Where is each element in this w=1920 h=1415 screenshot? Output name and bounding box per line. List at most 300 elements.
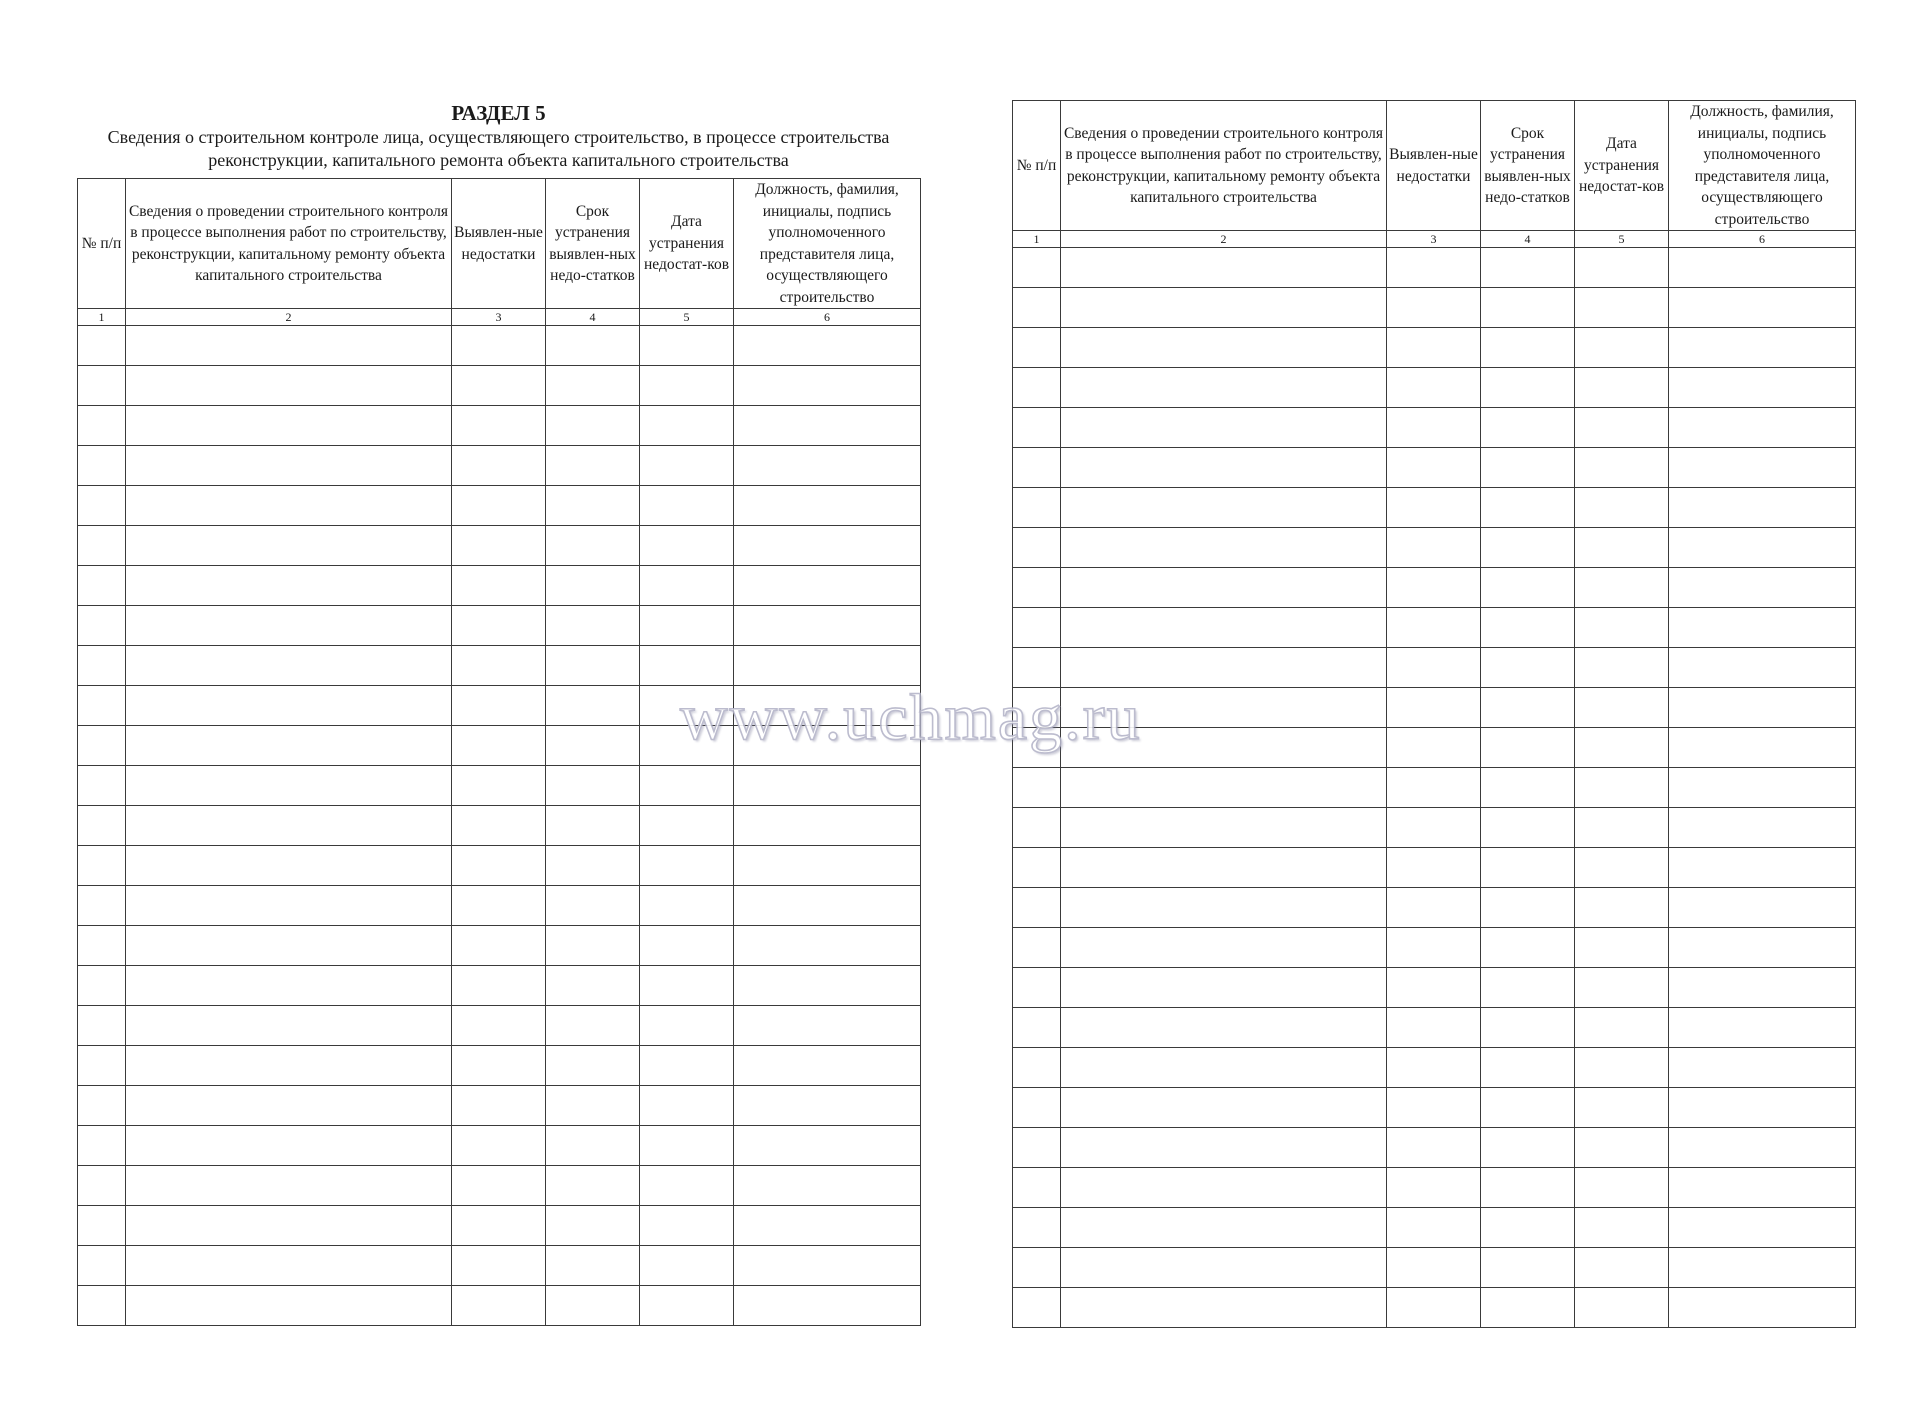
table-cell bbox=[78, 1166, 126, 1206]
table-cell bbox=[78, 806, 126, 846]
table-cell bbox=[1013, 368, 1061, 408]
table-cell bbox=[734, 806, 921, 846]
table-cell bbox=[546, 886, 640, 926]
table-row bbox=[1013, 368, 1856, 408]
table-cell bbox=[1669, 1168, 1856, 1208]
table-cell bbox=[1481, 1088, 1575, 1128]
table-cell bbox=[1575, 1128, 1669, 1168]
table-cell bbox=[126, 566, 452, 606]
table-row bbox=[78, 926, 921, 966]
table-cell bbox=[78, 326, 126, 366]
column-number: 1 bbox=[1013, 231, 1061, 248]
table-cell bbox=[1669, 688, 1856, 728]
table-cell bbox=[126, 766, 452, 806]
table-cell bbox=[734, 526, 921, 566]
table-cell bbox=[1061, 448, 1387, 488]
table-cell bbox=[1481, 408, 1575, 448]
table-cell bbox=[126, 446, 452, 486]
section-title: РАЗДЕЛ 5 bbox=[451, 101, 546, 125]
table-cell bbox=[1061, 768, 1387, 808]
table-cell bbox=[734, 1126, 921, 1166]
table-cell bbox=[1481, 688, 1575, 728]
watermark: www.uchmag.ru bbox=[680, 681, 1142, 754]
table-cell bbox=[78, 1206, 126, 1246]
table-cell bbox=[1061, 1048, 1387, 1088]
table-cell bbox=[78, 1006, 126, 1046]
table-cell bbox=[1387, 448, 1481, 488]
table-cell bbox=[452, 1206, 546, 1246]
table-cell bbox=[1061, 648, 1387, 688]
header-deadline: Срок устранения выявлен-ных недо-статков bbox=[546, 179, 640, 309]
table-cell bbox=[734, 966, 921, 1006]
table-cell bbox=[640, 1246, 734, 1286]
table-cell bbox=[1575, 368, 1669, 408]
right-page bbox=[1012, 100, 1855, 1328]
table-cell bbox=[452, 406, 546, 446]
table-cell bbox=[1013, 448, 1061, 488]
table-row bbox=[1013, 1008, 1856, 1048]
table-cell bbox=[1013, 488, 1061, 528]
table-cell bbox=[1061, 1208, 1387, 1248]
table-row bbox=[78, 526, 921, 566]
table-cell bbox=[640, 486, 734, 526]
table-cell bbox=[78, 486, 126, 526]
table-cell bbox=[78, 1086, 126, 1126]
table-cell bbox=[640, 446, 734, 486]
column-number: 3 bbox=[1387, 231, 1481, 248]
table-cell bbox=[1481, 1248, 1575, 1288]
table-cell bbox=[452, 1046, 546, 1086]
table-cell bbox=[1669, 1128, 1856, 1168]
table-cell bbox=[1061, 808, 1387, 848]
header-fix-date: Дата устранения недостат-ков bbox=[640, 179, 734, 309]
column-number: 2 bbox=[126, 309, 452, 326]
table-row bbox=[1013, 528, 1856, 568]
table-cell bbox=[78, 766, 126, 806]
table-cell bbox=[546, 446, 640, 486]
table-cell bbox=[126, 526, 452, 566]
table-row bbox=[1013, 848, 1856, 888]
table-cell bbox=[1387, 528, 1481, 568]
table-cell bbox=[126, 1246, 452, 1286]
left-table-body bbox=[78, 326, 921, 1326]
table-cell bbox=[78, 1126, 126, 1166]
table-cell bbox=[1669, 968, 1856, 1008]
table-cell bbox=[734, 326, 921, 366]
table-row bbox=[78, 1046, 921, 1086]
table-cell bbox=[1061, 288, 1387, 328]
table-cell bbox=[1387, 1128, 1481, 1168]
table-cell bbox=[1387, 408, 1481, 448]
table-row bbox=[1013, 1128, 1856, 1168]
table-cell bbox=[1061, 688, 1387, 728]
table-cell bbox=[1061, 608, 1387, 648]
table-cell bbox=[546, 526, 640, 566]
table-cell bbox=[452, 846, 546, 886]
table-cell bbox=[640, 966, 734, 1006]
right-journal-table bbox=[1012, 100, 1856, 1328]
table-cell bbox=[640, 1206, 734, 1246]
table-cell bbox=[1013, 1208, 1061, 1248]
table-cell bbox=[452, 1006, 546, 1046]
table-cell bbox=[1061, 1248, 1387, 1288]
table-cell bbox=[1481, 488, 1575, 528]
table-cell bbox=[734, 486, 921, 526]
table-cell bbox=[1669, 288, 1856, 328]
table-cell bbox=[1575, 448, 1669, 488]
table-cell bbox=[126, 846, 452, 886]
section-subtitle bbox=[77, 126, 920, 172]
table-row bbox=[78, 446, 921, 486]
table-cell bbox=[1481, 968, 1575, 1008]
table-cell bbox=[126, 686, 452, 726]
table-cell bbox=[1481, 768, 1575, 808]
table-cell bbox=[1669, 608, 1856, 648]
table-cell bbox=[1481, 808, 1575, 848]
table-cell bbox=[78, 846, 126, 886]
table-cell bbox=[1013, 928, 1061, 968]
table-cell bbox=[452, 606, 546, 646]
table-cell bbox=[452, 326, 546, 366]
table-row bbox=[1013, 568, 1856, 608]
table-cell bbox=[640, 566, 734, 606]
table-row bbox=[1013, 768, 1856, 808]
table-cell bbox=[640, 686, 734, 726]
table-cell bbox=[78, 566, 126, 606]
table-cell bbox=[640, 1166, 734, 1206]
table-cell bbox=[640, 646, 734, 686]
table-cell bbox=[1387, 368, 1481, 408]
table-cell bbox=[640, 806, 734, 846]
table-cell bbox=[734, 566, 921, 606]
table-cell bbox=[734, 726, 921, 766]
table-cell bbox=[126, 606, 452, 646]
table-cell bbox=[546, 1166, 640, 1206]
table-cell bbox=[78, 886, 126, 926]
table-cell bbox=[1387, 608, 1481, 648]
table-cell bbox=[1481, 528, 1575, 568]
table-cell bbox=[734, 366, 921, 406]
table-cell bbox=[734, 646, 921, 686]
column-number: 6 bbox=[734, 309, 921, 326]
table-cell bbox=[78, 1046, 126, 1086]
table-cell bbox=[452, 1166, 546, 1206]
table-cell bbox=[1387, 728, 1481, 768]
table-cell bbox=[1061, 1168, 1387, 1208]
column-number: 5 bbox=[1575, 231, 1669, 248]
table-cell bbox=[1575, 888, 1669, 928]
table-cell bbox=[78, 366, 126, 406]
table-cell bbox=[640, 1126, 734, 1166]
table-row bbox=[78, 406, 921, 446]
table-cell bbox=[1387, 808, 1481, 848]
table-cell bbox=[640, 406, 734, 446]
table-cell bbox=[126, 406, 452, 446]
table-cell bbox=[452, 646, 546, 686]
header-number: № п/п bbox=[78, 179, 126, 309]
table-cell bbox=[1481, 1208, 1575, 1248]
table-cell bbox=[1481, 568, 1575, 608]
table-cell bbox=[1013, 1088, 1061, 1128]
table-cell bbox=[1387, 1008, 1481, 1048]
table-cell bbox=[452, 366, 546, 406]
table-cell bbox=[1387, 288, 1481, 328]
table-cell bbox=[1481, 368, 1575, 408]
table-row bbox=[1013, 328, 1856, 368]
right-table-body bbox=[1013, 248, 1856, 1328]
table-cell bbox=[546, 686, 640, 726]
table-cell bbox=[734, 1086, 921, 1126]
table-row bbox=[78, 326, 921, 366]
table-row bbox=[1013, 1048, 1856, 1088]
table-cell bbox=[126, 366, 452, 406]
table-row bbox=[1013, 1088, 1856, 1128]
table-row bbox=[78, 1166, 921, 1206]
table-row bbox=[1013, 488, 1856, 528]
table-row bbox=[1013, 248, 1856, 288]
table-cell bbox=[1669, 648, 1856, 688]
table-cell bbox=[1575, 328, 1669, 368]
table-row bbox=[78, 606, 921, 646]
table-cell bbox=[78, 1286, 126, 1326]
table-cell bbox=[1013, 568, 1061, 608]
table-row bbox=[1013, 968, 1856, 1008]
header-defects: Выявлен-ные недостатки bbox=[452, 179, 546, 309]
table-cell bbox=[452, 1286, 546, 1326]
table-cell bbox=[1575, 248, 1669, 288]
table-cell bbox=[640, 366, 734, 406]
table-row bbox=[1013, 1168, 1856, 1208]
table-cell bbox=[1387, 1088, 1481, 1128]
table-cell bbox=[1061, 1088, 1387, 1128]
table-cell bbox=[1481, 1048, 1575, 1088]
table-cell bbox=[1669, 448, 1856, 488]
table-cell bbox=[126, 1166, 452, 1206]
table-cell bbox=[546, 1286, 640, 1326]
table-cell bbox=[640, 1086, 734, 1126]
table-cell bbox=[1061, 528, 1387, 568]
table-cell bbox=[1061, 888, 1387, 928]
table-cell bbox=[452, 966, 546, 1006]
table-cell bbox=[1481, 1168, 1575, 1208]
table-cell bbox=[1575, 808, 1669, 848]
table-cell bbox=[1575, 1008, 1669, 1048]
table-cell bbox=[1061, 968, 1387, 1008]
table-cell bbox=[1669, 248, 1856, 288]
table-cell bbox=[1575, 528, 1669, 568]
table-cell bbox=[1669, 568, 1856, 608]
table-cell bbox=[1061, 1128, 1387, 1168]
table-cell bbox=[1061, 568, 1387, 608]
table-cell bbox=[1575, 408, 1669, 448]
table-cell bbox=[1387, 888, 1481, 928]
table-cell bbox=[1669, 808, 1856, 848]
table-cell bbox=[126, 726, 452, 766]
table-cell bbox=[1013, 1008, 1061, 1048]
table-cell bbox=[78, 606, 126, 646]
table-row bbox=[78, 566, 921, 606]
table-cell bbox=[546, 486, 640, 526]
table-row bbox=[78, 966, 921, 1006]
table-cell bbox=[546, 806, 640, 846]
table-cell bbox=[78, 526, 126, 566]
table-cell bbox=[1387, 648, 1481, 688]
table-cell bbox=[1481, 288, 1575, 328]
table-cell bbox=[1013, 808, 1061, 848]
table-cell bbox=[734, 886, 921, 926]
table-cell bbox=[1013, 1048, 1061, 1088]
column-number: 2 bbox=[1061, 231, 1387, 248]
table-cell bbox=[734, 406, 921, 446]
table-row bbox=[78, 1246, 921, 1286]
table-row bbox=[78, 1206, 921, 1246]
table-cell bbox=[1669, 1008, 1856, 1048]
table-cell bbox=[1013, 328, 1061, 368]
table-cell bbox=[1061, 928, 1387, 968]
table-cell bbox=[1061, 408, 1387, 448]
table-cell bbox=[1669, 848, 1856, 888]
table-cell bbox=[1575, 728, 1669, 768]
table-row bbox=[78, 846, 921, 886]
table-cell bbox=[1061, 1288, 1387, 1328]
table-cell bbox=[1387, 1048, 1481, 1088]
table-cell bbox=[1481, 1288, 1575, 1328]
table-row bbox=[1013, 1208, 1856, 1248]
table-cell bbox=[1669, 728, 1856, 768]
table-cell bbox=[640, 606, 734, 646]
table-cell bbox=[1669, 1248, 1856, 1288]
table-cell bbox=[126, 1006, 452, 1046]
table-cell bbox=[126, 326, 452, 366]
table-row bbox=[78, 486, 921, 526]
table-cell bbox=[734, 1246, 921, 1286]
table-cell bbox=[1061, 368, 1387, 408]
table-cell bbox=[126, 486, 452, 526]
table-cell bbox=[1481, 728, 1575, 768]
table-cell bbox=[1387, 768, 1481, 808]
table-cell bbox=[1575, 768, 1669, 808]
table-cell bbox=[1061, 488, 1387, 528]
table-cell bbox=[546, 846, 640, 886]
header-control-info: Сведения о проведении строительного контроля в процессе выполнения работ по строительству, реконструкции, капитальному ремонту объекта капитального строительства bbox=[126, 179, 452, 309]
table-cell bbox=[1013, 608, 1061, 648]
table-cell bbox=[126, 886, 452, 926]
table-cell bbox=[1575, 968, 1669, 1008]
table-cell bbox=[78, 966, 126, 1006]
table-cell bbox=[734, 1046, 921, 1086]
table-cell bbox=[734, 1006, 921, 1046]
table-cell bbox=[1061, 248, 1387, 288]
table-cell bbox=[1669, 408, 1856, 448]
table-cell bbox=[1013, 688, 1061, 728]
table-row bbox=[78, 766, 921, 806]
table-cell bbox=[734, 606, 921, 646]
table-row bbox=[78, 1006, 921, 1046]
column-number: 4 bbox=[1481, 231, 1575, 248]
table-cell bbox=[734, 446, 921, 486]
table-cell bbox=[640, 526, 734, 566]
table-cell bbox=[452, 686, 546, 726]
table-cell bbox=[1481, 608, 1575, 648]
column-number: 5 bbox=[640, 309, 734, 326]
table-cell bbox=[126, 1046, 452, 1086]
table-row bbox=[78, 366, 921, 406]
table-cell bbox=[1061, 1008, 1387, 1048]
table-cell bbox=[1575, 1288, 1669, 1328]
table-cell bbox=[452, 1246, 546, 1286]
table-cell bbox=[1387, 488, 1481, 528]
table-row bbox=[1013, 928, 1856, 968]
table-row bbox=[1013, 648, 1856, 688]
table-cell bbox=[452, 766, 546, 806]
table-cell bbox=[1575, 848, 1669, 888]
table-cell bbox=[1387, 1208, 1481, 1248]
table-cell bbox=[640, 926, 734, 966]
table-row bbox=[78, 1286, 921, 1326]
table-row bbox=[78, 1086, 921, 1126]
table-cell bbox=[1575, 648, 1669, 688]
table-cell bbox=[452, 1086, 546, 1126]
table-cell bbox=[640, 326, 734, 366]
table-cell bbox=[452, 1126, 546, 1166]
table-row bbox=[1013, 408, 1856, 448]
table-cell bbox=[1013, 1248, 1061, 1288]
table-row bbox=[1013, 888, 1856, 928]
table-cell bbox=[126, 926, 452, 966]
table-cell bbox=[1575, 1048, 1669, 1088]
left-page bbox=[77, 100, 920, 1326]
table-cell bbox=[78, 686, 126, 726]
table-cell bbox=[1013, 1128, 1061, 1168]
table-cell bbox=[734, 1286, 921, 1326]
table-cell bbox=[1669, 528, 1856, 568]
table-cell bbox=[640, 1006, 734, 1046]
table-cell bbox=[1013, 288, 1061, 328]
table-cell bbox=[1669, 1208, 1856, 1248]
table-row bbox=[78, 726, 921, 766]
table-cell bbox=[546, 566, 640, 606]
header-fix-date: Дата устранения недостат-ков bbox=[1575, 101, 1669, 231]
table-cell bbox=[452, 566, 546, 606]
table-cell bbox=[452, 726, 546, 766]
table-cell bbox=[640, 886, 734, 926]
table-cell bbox=[1013, 848, 1061, 888]
table-cell bbox=[1013, 768, 1061, 808]
table-cell bbox=[1669, 928, 1856, 968]
table-cell bbox=[546, 646, 640, 686]
left-journal-table bbox=[77, 178, 921, 1326]
table-cell bbox=[734, 846, 921, 886]
table-cell bbox=[1481, 248, 1575, 288]
table-cell bbox=[734, 1166, 921, 1206]
column-number: 3 bbox=[452, 309, 546, 326]
table-cell bbox=[640, 766, 734, 806]
table-cell bbox=[1575, 568, 1669, 608]
table-cell bbox=[78, 1246, 126, 1286]
table-cell bbox=[640, 1046, 734, 1086]
table-cell bbox=[1575, 608, 1669, 648]
table-row bbox=[78, 646, 921, 686]
table-cell bbox=[1013, 1168, 1061, 1208]
column-number: 6 bbox=[1669, 231, 1856, 248]
table-cell bbox=[1481, 648, 1575, 688]
table-cell bbox=[546, 406, 640, 446]
table-cell bbox=[1669, 768, 1856, 808]
table-cell bbox=[1481, 1008, 1575, 1048]
table-cell bbox=[1387, 328, 1481, 368]
table-cell bbox=[1575, 1248, 1669, 1288]
table-cell bbox=[1061, 328, 1387, 368]
